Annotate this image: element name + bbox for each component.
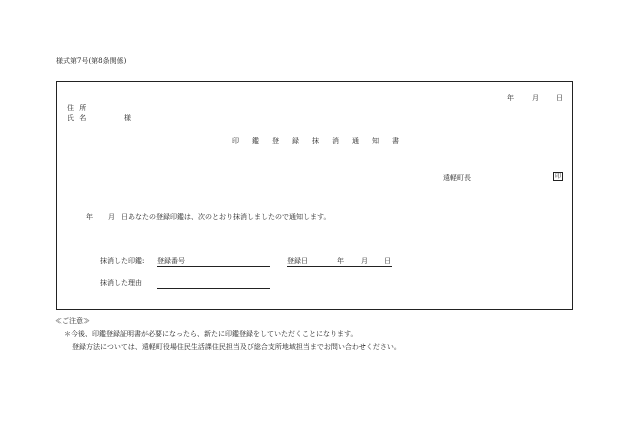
title-char: 鑑 (252, 137, 259, 145)
reg-date-year: 年 (337, 257, 344, 265)
registration-date-label: 登録日 (287, 257, 308, 265)
notice-form-frame (56, 81, 573, 310)
notes-line-2: 登録方法については、遠軽町役場住民生活課住民担当及び総合支所地域担当までお問い合わせください。 (72, 343, 401, 351)
issuer-name: 遠軽町長 (443, 174, 471, 182)
title-char: 印 (232, 137, 239, 145)
reason-label: 抹消した理由 (100, 279, 142, 287)
notes-line-1: ＊今後、印鑑登録証明書が必要になったら、新たに印鑑登録をしていただくことになります。 (64, 330, 358, 338)
title-char: 書 (392, 137, 399, 145)
date-day-label: 日 (556, 94, 563, 102)
registration-number-field (157, 257, 270, 267)
notes-heading: ≪ご注意≫ (55, 317, 90, 325)
title-char: 抹 (312, 137, 319, 145)
title-char: 録 (292, 137, 299, 145)
date-month-label: 月 (532, 94, 539, 102)
reg-date-month: 月 (361, 257, 368, 265)
body-month-label: 月 (108, 213, 115, 221)
title-char: 知 (372, 137, 379, 145)
name-label: 氏 名 (67, 114, 87, 122)
reason-field (157, 279, 270, 289)
title-char: 登 (272, 137, 279, 145)
seal-mark: 印 (554, 173, 561, 180)
body-text: 日あなたの登録印鑑は、次のとおり抹消しましたので通知します。 (121, 213, 331, 221)
deleted-seal-label: 抹消した印鑑: (100, 257, 145, 265)
title-char: 消 (332, 137, 339, 145)
registration-number-label: 登録番号 (157, 257, 185, 265)
honorific: 様 (124, 114, 131, 122)
date-year-label: 年 (507, 94, 514, 102)
body-year-label: 年 (86, 213, 93, 221)
address-label: 住 所 (67, 104, 87, 112)
title-char: 通 (352, 137, 359, 145)
registration-date-field (287, 257, 392, 267)
reg-date-day: 日 (384, 257, 391, 265)
form-number: 様式第7号(第8条関係) (56, 57, 127, 65)
